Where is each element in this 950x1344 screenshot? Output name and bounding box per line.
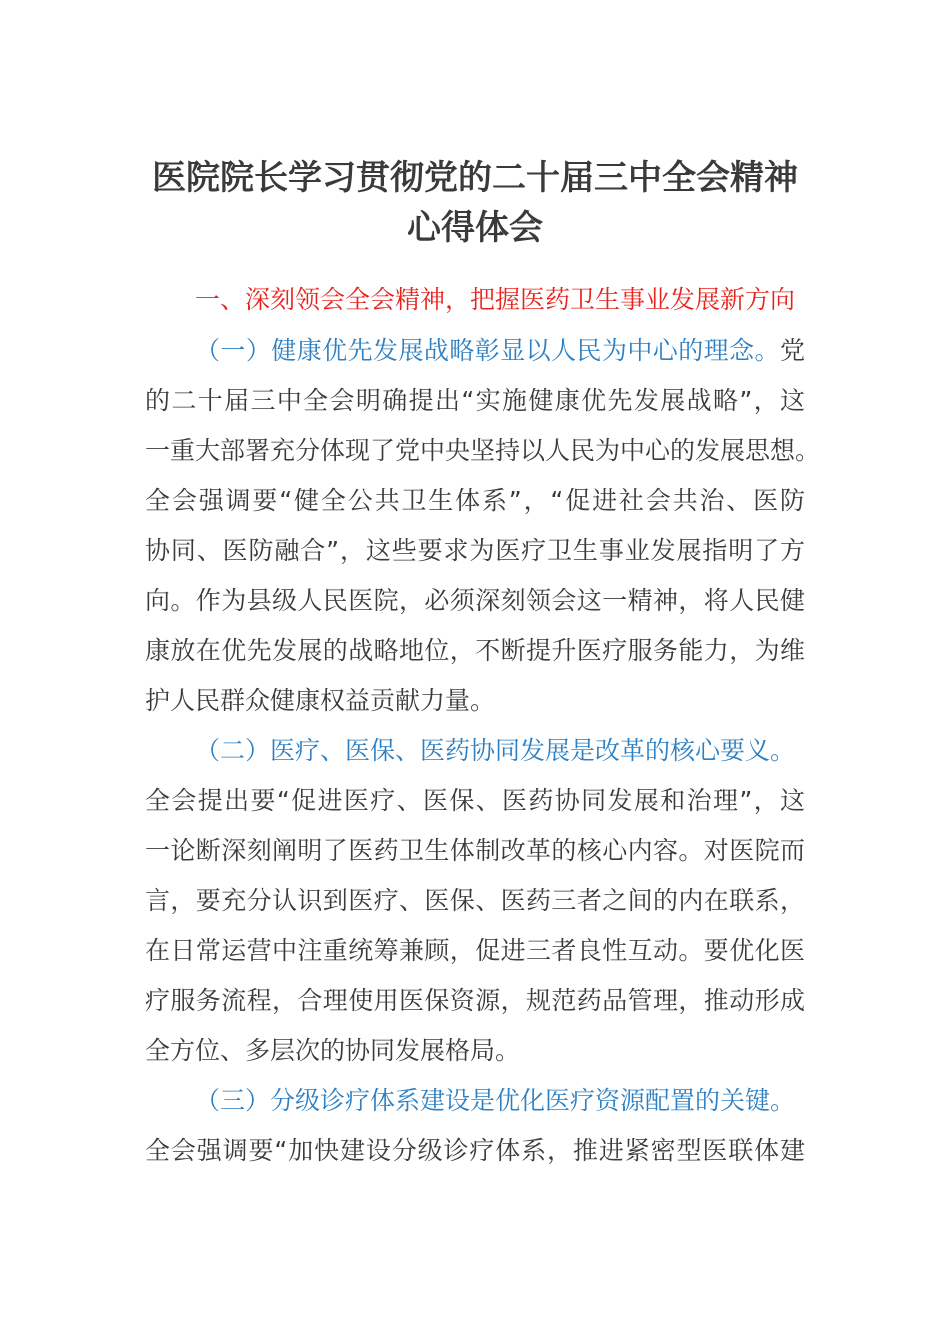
subheading-2: （二）医疗、医保、医药协同发展是改革的核心要义。 bbox=[195, 736, 796, 765]
paragraph-1-line-4: 全会强调要“健全公共卫生体系”，“促进社会共治、医防 bbox=[145, 486, 805, 515]
document-title-line-1: 医院院长学习贯彻党的二十届三中全会精神 bbox=[152, 158, 798, 198]
paragraph-2-line-5: 在日常运营中注重统筹兼顾，促进三者良性互动。要优化医 bbox=[145, 936, 805, 965]
paragraph-1-line-1-tail: 党 bbox=[779, 336, 805, 365]
paragraph-3-line-2: 全会强调要“加快建设分级诊疗体系，推进紧密型医联体建 bbox=[145, 1136, 805, 1165]
paragraph-2-line-3: 一论断深刻阐明了医药卫生体制改革的核心内容。对医院而 bbox=[145, 836, 805, 865]
paragraph-1-line-5: 协同、医防融合”，这些要求为医疗卫生事业发展指明了方 bbox=[145, 536, 805, 565]
subheading-3: （三）分级诊疗体系建设是优化医疗资源配置的关键。 bbox=[195, 1086, 796, 1115]
paragraph-1-line-3: 一重大部署充分体现了党中央坚持以人民为中心的发展思想。 bbox=[145, 436, 821, 465]
paragraph-2-line-6: 疗服务流程，合理使用医保资源，规范药品管理，推动形成 bbox=[145, 986, 805, 1015]
paragraph-2-line-4: 言，要充分认识到医疗、医保、医药三者之间的内在联系， bbox=[145, 886, 805, 915]
paragraph-1-line-8: 护人民群众健康权益贡献力量。 bbox=[145, 686, 496, 715]
paragraph-1 bbox=[145, 326, 821, 726]
paragraph-2-line-7: 全方位、多层次的协同发展格局。 bbox=[145, 1036, 521, 1065]
paragraph-1-line-7: 康放在优先发展的战略地位，不断提升医疗服务能力，为维 bbox=[145, 636, 805, 665]
document-title-line-2: 心得体会 bbox=[407, 208, 543, 248]
paragraph-2-line-2: 全会提出要“促进医疗、医保、医药协同发展和治理”，这 bbox=[145, 786, 805, 815]
paragraph-3 bbox=[145, 1076, 805, 1176]
subheading-1: （一）健康优先发展战略彰显以人民为中心的理念。 bbox=[195, 336, 780, 365]
paragraph-1-line-6: 向。作为县级人民医院，必须深刻领会这一精神，将人民健 bbox=[145, 586, 805, 615]
paragraph-1-line-2: 的二十届三中全会明确提出“实施健康优先发展战略”，这 bbox=[145, 386, 805, 415]
paragraph-2 bbox=[145, 726, 805, 1076]
section-1-heading: 一、深刻领会全会精神，把握医药卫生事业发展新方向 bbox=[195, 285, 796, 314]
paragraph-1-line-1 bbox=[145, 326, 805, 376]
